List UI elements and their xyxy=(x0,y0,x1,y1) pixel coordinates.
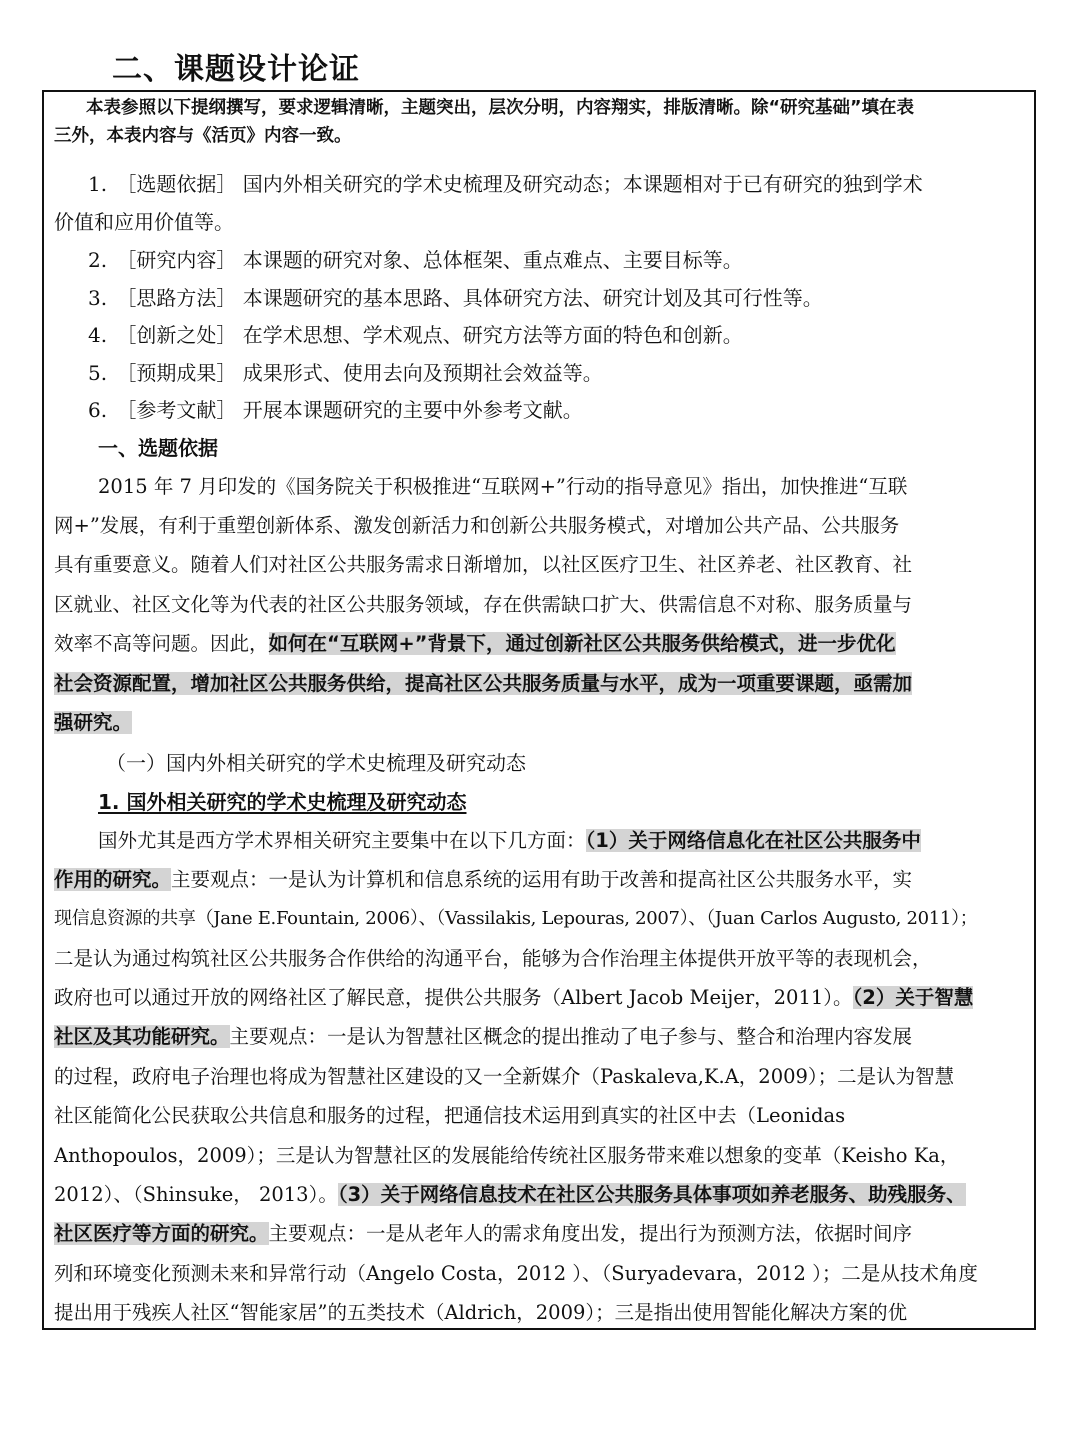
notice-line-2: 三外，本表内容与《活页》内容一致。 xyxy=(54,126,352,146)
body-text: 主要观点：一是认为计算机和信息系统的运用有助于改善和提高社区公共服务水平，实 xyxy=(171,868,913,891)
subsection-heading: （一）国内外相关研究的学术史梳理及研究动态 xyxy=(106,751,526,775)
body-text: 主要观点：一是认为智慧社区概念的提出推动了电子参与、整合和治理内容发展 xyxy=(229,1025,913,1048)
outline-item-1 xyxy=(88,170,923,198)
body-paragraph-line: 2015 年 7 月印发的《国务院关于积极推进“互联网+”行动的指导意见》指出，加快推进“互联 xyxy=(98,475,908,498)
outline-tag: ［思路方法］ xyxy=(116,286,237,310)
highlighted-text: 社区及其功能研究。 xyxy=(54,1025,230,1048)
body-paragraph-line: 列和环境变化预测未来和异常行动（Angelo Costa，2012 ）、（Suryadevara，2012 ）；二是从技术角度 xyxy=(54,1262,978,1285)
body-paragraph-line: 网+”发展，有利于重塑创新体系、激发创新活力和创新公共服务模式，对增加公共产品、公共服务 xyxy=(54,514,900,537)
outline-text: 本课题研究的基本思路、具体研究方法、研究计划及其可行性等。 xyxy=(242,286,823,310)
body-paragraph-line: 区就业、社区文化等为代表的社区公共服务领域，存在供需缺口扩大、供需信息不对称、服务质量与 xyxy=(54,593,913,616)
highlighted-text: 社会资源配置，增加社区公共服务供给，提高社区公共服务质量与水平，成为一项重要课题，亟需加 xyxy=(54,672,913,695)
body-paragraph-line xyxy=(54,630,896,658)
highlighted-text: 强研究。 xyxy=(54,711,133,734)
sub-subsection-heading: 1. 国外相关研究的学术史梳理及研究动态 xyxy=(98,790,467,814)
outline-text: 开展本课题研究的主要中外参考文献。 xyxy=(242,398,583,422)
body-paragraph-line xyxy=(54,670,912,698)
body-paragraph-line: Anthopoulos，2009）；三是认为智慧社区的发展能给传统社区服务带来难以想象的变革（Keisho Ka， xyxy=(54,1144,960,1167)
notice-line-1: 本表参照以下提纲撰写，要求逻辑清晰，主题突出，层次分明，内容翔实，排版清晰。除“研究基础”填在表 xyxy=(86,98,914,118)
body-paragraph-line xyxy=(54,1220,912,1248)
body-paragraph-line xyxy=(98,827,921,855)
body-paragraph-line: 社区能简化公民获取公共信息和服务的过程，把通信技术运用到真实的社区中去（Leonidas xyxy=(54,1104,846,1127)
body-text: 政府也可以通过开放的网络社区了解民意，提供公共服务（Albert Jacob Meijer，2011）。 xyxy=(54,986,853,1009)
outline-item-3 xyxy=(88,284,823,312)
outline-num: 2. xyxy=(88,248,108,272)
outline-item-6 xyxy=(88,396,583,424)
body-paragraph-line xyxy=(54,709,132,737)
outline-num: 3. xyxy=(88,286,108,310)
outline-item-1-cont: 价值和应用价值等。 xyxy=(54,210,234,234)
outline-item-5 xyxy=(88,359,603,387)
body-text: 效率不高等问题。因此， xyxy=(54,632,269,655)
outline-tag: ［参考文献］ xyxy=(116,398,237,422)
outline-item-2 xyxy=(88,246,743,274)
body-paragraph-line xyxy=(54,984,973,1012)
body-text: 国外尤其是西方学术界相关研究主要集中在以下几方面： xyxy=(98,829,586,852)
body-paragraph-line: 具有重要意义。随着人们对社区公共服务需求日渐增加，以社区医疗卫生、社区养老、社区教育、社 xyxy=(54,553,913,576)
highlighted-text: 社区医疗等方面的研究。 xyxy=(54,1222,269,1245)
highlighted-text: 作用的研究。 xyxy=(54,868,172,891)
body-paragraph-line xyxy=(54,1181,966,1209)
section-heading: 一、选题依据 xyxy=(98,436,218,460)
highlighted-text: （3）关于网络信息技术在社区公共服务具体事项如养老服务、助残服务、 xyxy=(337,1183,966,1206)
body-paragraph-line: 现信息资源的共享（Jane E.Fountain, 2006）、（Vassilakis, Lepouras, 2007）、（Juan Carlos Augusto, 2011）； xyxy=(54,908,978,929)
page-title: 二、课题设计论证 xyxy=(112,52,360,87)
outline-tag: ［预期成果］ xyxy=(116,361,237,385)
outline-text: 本课题的研究对象、总体框架、重点难点、主要目标等。 xyxy=(242,248,743,272)
highlighted-text: （2）关于智慧 xyxy=(852,986,974,1009)
outline-item-4 xyxy=(88,321,743,349)
body-paragraph-line: 的过程，政府电子治理也将成为智慧社区建设的又一全新媒介（Paskaleva,K.A，2009）；二是认为智慧 xyxy=(54,1065,955,1088)
body-paragraph-line xyxy=(54,866,912,894)
outline-text: 成果形式、使用去向及预期社会效益等。 xyxy=(242,361,603,385)
outline-num: 4. xyxy=(88,323,108,347)
outline-num: 5. xyxy=(88,361,108,385)
outline-text: 国内外相关研究的学术史梳理及研究动态；本课题相对于已有研究的独到学术 xyxy=(242,172,923,196)
outline-num: 1. xyxy=(88,172,108,196)
body-text: 2012）、（Shinsuke， 2013）。 xyxy=(54,1183,338,1206)
outline-tag: ［研究内容］ xyxy=(116,248,237,272)
outline-num: 6. xyxy=(88,398,108,422)
body-paragraph-line: 二是认为通过构筑社区公共服务合作供给的沟通平台，能够为合作治理主体提供开放平等的表现机会， xyxy=(54,947,932,970)
body-paragraph-line xyxy=(54,1023,912,1051)
body-paragraph-line: 提出用于残疾人社区“智能家居”的五类技术（Aldrich，2009）；三是指出使用智能化解决方案的优 xyxy=(54,1301,908,1324)
highlighted-text: （1）关于网络信息化在社区公共服务中 xyxy=(585,829,921,852)
outline-tag: ［创新之处］ xyxy=(116,323,237,347)
body-text: 主要观点：一是从老年人的需求角度出发，提出行为预测方法，依据时间序 xyxy=(268,1222,913,1245)
outline-tag: ［选题依据］ xyxy=(116,172,237,196)
outline-text: 在学术思想、学术观点、研究方法等方面的特色和创新。 xyxy=(242,323,743,347)
highlighted-text: 如何在“互联网+”背景下，通过创新社区公共服务供给模式，进一步优化 xyxy=(268,632,896,655)
